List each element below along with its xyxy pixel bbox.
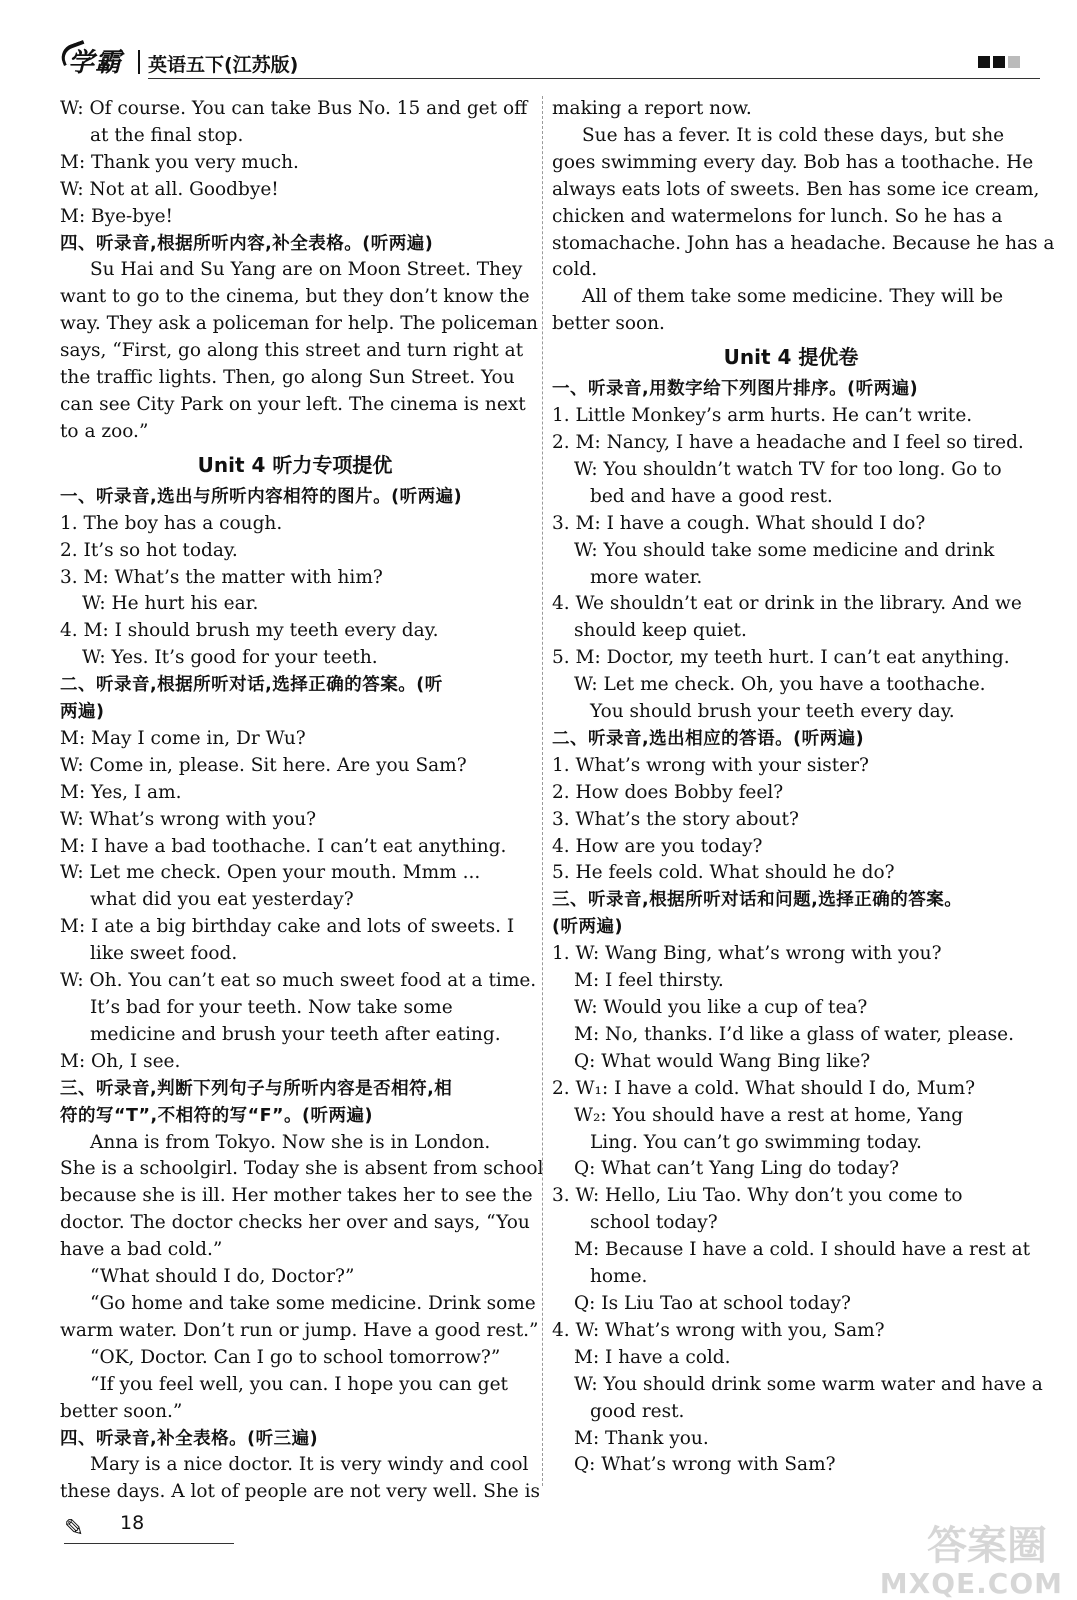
text-line: M: Bye-bye! [60,205,173,227]
book-title: 英语五下(江苏版) [148,54,299,76]
text-line: Q: What can’t Yang Ling do today? [574,1158,900,1180]
text-line: W: Oh. You can’t eat so much sweet food at a time. [60,970,537,992]
text-line: “OK, Doctor. Can I go to school tomorrow?” [90,1346,501,1368]
text-line: 4. W: What’s wrong with you, Sam? [552,1319,885,1341]
text-line: 1. The boy has a cough. [60,512,283,534]
text-line: chicken and watermelons for lunch. So he has a [552,205,1003,227]
text-line: these days. A lot of people are not very well. She is [60,1481,541,1503]
text-line: M: Because I have a cold. I should have a rest at [574,1239,1031,1261]
text-line: W₂: You should have a rest at home, Yang [574,1104,964,1126]
text-line: W: You should take some medicine and drink [574,539,995,561]
brand-logo: 学霸 [68,48,123,78]
section-heading: 四、听录音,根据所听内容,补全表格。(听两遍) [60,233,434,254]
pencil-icon: ✎ [64,1514,85,1542]
section-heading: 四、听录音,补全表格。(听三遍) [60,1428,319,1449]
left-column [60,96,544,1506]
section-heading: 一、听录音,用数字给下列图片排序。(听两遍) [552,379,919,400]
text-line: what did you eat yesterday? [90,889,354,911]
text-line: at the final stop. [90,124,244,146]
text-line: W: Would you like a cup of tea? [574,997,868,1018]
text-line: doctor. The doctor checks her over and says, “You [60,1212,530,1234]
text-line: to a zoo.” [60,420,149,442]
text-line: 1. W: Wang Bing, what’s wrong with you? [552,943,942,965]
text-line: 1. What’s wrong with your sister? [552,754,869,776]
footer-rule [64,1543,234,1544]
watermark [867,1510,1067,1600]
text-line: stomachache. John has a headache. Because he has a [552,232,1055,254]
text-line: W: Yes. It’s good for your teeth. [82,647,378,669]
text-line: All of them take some medicine. They will be [582,286,1004,308]
text-line: medicine and brush your teeth after eating. [90,1023,501,1045]
section-heading: 符的写“T”,不相符的写“F”。(听两遍) [60,1105,374,1126]
text-line: W: Let me check. Oh, you have a toothache. [574,674,986,696]
text-line: “If you feel well, you can. I hope you can get [90,1373,508,1395]
column-divider [542,96,543,1486]
section-heading: 三、听录音,根据所听对话和问题,选择正确的答案。 [552,890,963,911]
text-line: 5. He feels cold. What should he do? [552,862,895,884]
text-line: 3. M: I have a cough. What should I do? [552,512,926,534]
text-line: should keep quiet. [574,620,747,642]
text-line: 4. M: I should brush my teeth every day. [60,620,439,642]
text-line: cold. [552,259,598,281]
text-line: M: I have a cold. [574,1346,731,1368]
text-line: 5. M: Doctor, my teeth hurt. I can’t eat anything. [552,647,1010,669]
text-line: W: Not at all. Goodbye! [60,178,279,200]
text-line: better soon. [552,313,665,335]
text-line: Q: What’s wrong with Sam? [574,1454,836,1476]
text-line: 2. It’s so hot today. [60,539,238,561]
text-line: You should brush your teeth every day. [590,701,955,723]
text-line: warm water. Don’t run or jump. Have a good rest.” [60,1319,539,1341]
text-line: M: I feel thirsty. [574,970,724,992]
text-line: W: He hurt his ear. [82,593,259,615]
page-footer [64,1508,234,1544]
watermark-logo: 答案圈 [927,1523,1047,1569]
section-heading: 一、听录音,选出与所听内容相符的图片。(听两遍) [60,486,463,507]
text-line: says, “First, go along this street and turn right at [60,340,524,362]
text-line: W: You should drink some warm water and have a [574,1373,1043,1395]
text-line: 3. What’s the story about? [552,808,799,830]
section-heading: 二、听录音,选出相应的答语。(听两遍) [552,728,865,749]
text-line: Anna is from Tokyo. Now she is in London. [90,1131,491,1153]
text-line: Q: Is Liu Tao at school today? [574,1292,851,1314]
right-column [552,96,1055,1479]
text-line: goes swimming every day. Bob has a toothache. He [552,151,1034,173]
text-line: M: Thank you very much. [60,151,299,173]
section-heading: 二、听录音,根据所听对话,选择正确的答案。(听 [60,675,443,696]
text-line: making a report now. [552,98,752,119]
text-line: the traffic lights. Then, go along Sun Street. You [60,367,515,389]
text-line: Su Hai and Su Yang are on Moon Street. They [90,259,523,281]
text-line: M: Yes, I am. [60,781,182,803]
page-header [30,40,1040,80]
text-line: “What should I do, Doctor?” [90,1266,355,1288]
unit-title: Unit 4 提优卷 [723,345,859,370]
text-line: 2. W₁: I have a cold. What should I do, Mum? [552,1077,976,1099]
text-line: bed and have a good rest. [590,485,833,507]
text-line: because she is ill. Her mother takes her to see the [60,1185,533,1207]
text-line: W: What’s wrong with you? [60,808,317,830]
text-line: M: No, thanks. I’d like a glass of water, please. [574,1023,1014,1045]
text-line: M: Oh, I see. [60,1050,181,1072]
text-line: more water. [590,566,703,588]
text-line: It’s bad for your teeth. Now take some [90,997,453,1018]
text-line: good rest. [590,1400,685,1422]
text-line: 3. W: Hello, Liu Tao. Why don’t you come to [552,1185,963,1207]
text-line: like sweet food. [90,943,238,965]
text-line: Mary is a nice doctor. It is very windy and cool [90,1454,529,1476]
page-number: 18 [120,1512,145,1534]
text-line: 3. M: What’s the matter with him? [60,566,383,588]
text-line: way. They ask a policeman for help. The policeman [60,313,538,335]
text-line: home. [590,1266,648,1288]
section-heading: 三、听录音,判断下列句子与所听内容是否相符,相 [60,1078,453,1099]
header-rule [148,78,1040,79]
text-line: want to go to the cinema, but they don’t know the [60,286,530,308]
text-line: 4. How are you today? [552,835,763,857]
text-line: 2. M: Nancy, I have a headache and I feel so tired. [552,431,1024,453]
text-line: “Go home and take some medicine. Drink some [90,1292,536,1314]
text-line: 2. How does Bobby feel? [552,781,784,803]
text-line: better soon.” [60,1400,183,1422]
text-line: school today? [590,1212,718,1234]
text-line: Ling. You can’t go swimming today. [590,1131,922,1153]
text-line: She is a schoolgirl. Today she is absent from school [60,1158,544,1180]
text-line: 4. We shouldn’t eat or drink in the library. And we [552,593,1022,615]
text-line: W: Come in, please. Sit here. Are you Sam? [60,754,467,776]
unit-title: Unit 4 听力专项提优 [197,452,393,477]
text-line: M: I ate a big birthday cake and lots of sweets. I [60,916,515,938]
section-heading: (听两遍) [552,917,623,938]
watermark-url: MXQE.COM [879,1567,1063,1600]
header-squares [978,56,1020,68]
text-line: can see City Park on your left. The cinema is next [60,393,526,415]
section-heading: 两遍) [60,702,105,723]
text-line: M: May I come in, Dr Wu? [60,727,306,749]
text-line: W: Let me check. Open your mouth. Mmm ... [60,862,481,884]
text-line: Q: What would Wang Bing like? [574,1050,871,1072]
text-line: W: You shouldn’t watch TV for too long. Go to [574,458,1002,480]
text-line: 1. Little Monkey’s arm hurts. He can’t write. [552,405,973,427]
text-line: Sue has a fever. It is cold these days, but she [582,124,1005,146]
text-line: always eats lots of sweets. Ben has some ice cream, [552,178,1040,200]
text-line: M: Thank you. [574,1427,709,1449]
text-line: M: I have a bad toothache. I can’t eat anything. [60,835,507,857]
header-separator [138,50,140,74]
text-line: W: Of course. You can take Bus No. 15 and get off [60,98,528,119]
text-line: have a bad cold.” [60,1239,223,1261]
